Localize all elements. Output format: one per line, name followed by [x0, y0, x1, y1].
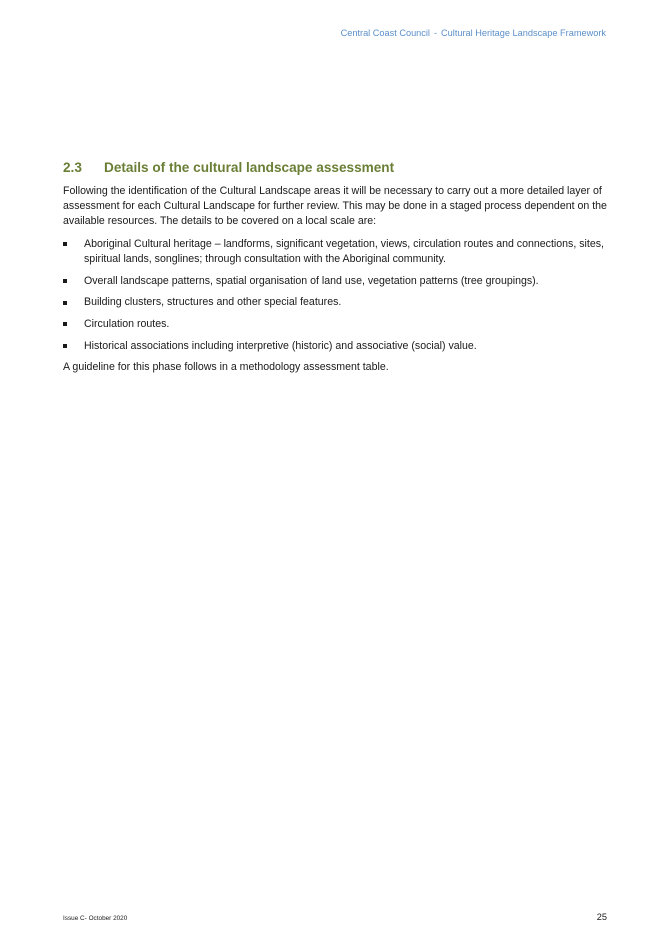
intro-paragraph: Following the identification of the Cultural Landscape areas it will be necessary to carry out a more detailed layer of assessment for each Cultural Landscape for further review. This may be done in a staged process dependent on the available resources. The details to be covered on a local scale are: [63, 185, 607, 228]
list-item [63, 317, 608, 332]
section-2-3 [63, 160, 608, 376]
header-organisation: Central Coast Council [340, 28, 430, 38]
header-separator: - [433, 28, 438, 38]
list-item-text: Overall landscape patterns, spatial organisation of land use, vegetation patterns (tree groupings). [84, 274, 539, 287]
running-header [341, 28, 606, 38]
square-bullet-icon [63, 344, 67, 348]
header-document-title: Cultural Heritage Landscape Framework [441, 28, 606, 38]
page-number: 25 [596, 912, 607, 922]
bullet-list [63, 237, 608, 354]
list-item-text: Aboriginal Cultural heritage – landforms, significant vegetation, views, circulation routes and connections, sites, spiritual lands, songlines; through consultation with the Aboriginal community. [84, 237, 604, 265]
list-item-text: Historical associations including interpretive (historic) and associative (social) value. [84, 339, 477, 352]
section-number: 2.3 [63, 160, 82, 175]
square-bullet-icon [63, 301, 67, 305]
list-item [63, 339, 608, 354]
closing-paragraph: A guideline for this phase follows in a methodology assessment table. [63, 361, 389, 374]
section-title: Details of the cultural landscape assessment [104, 160, 395, 175]
square-bullet-icon [63, 322, 67, 326]
section-heading [63, 160, 608, 175]
list-item [63, 295, 608, 310]
list-item-text: Building clusters, structures and other special features. [84, 296, 342, 309]
square-bullet-icon [63, 279, 67, 283]
list-item [63, 237, 608, 267]
square-bullet-icon [63, 242, 67, 246]
footer-issue: Issue C- October 2020 [63, 915, 128, 922]
list-item [63, 274, 608, 289]
list-item-text: Circulation routes. [84, 317, 170, 330]
